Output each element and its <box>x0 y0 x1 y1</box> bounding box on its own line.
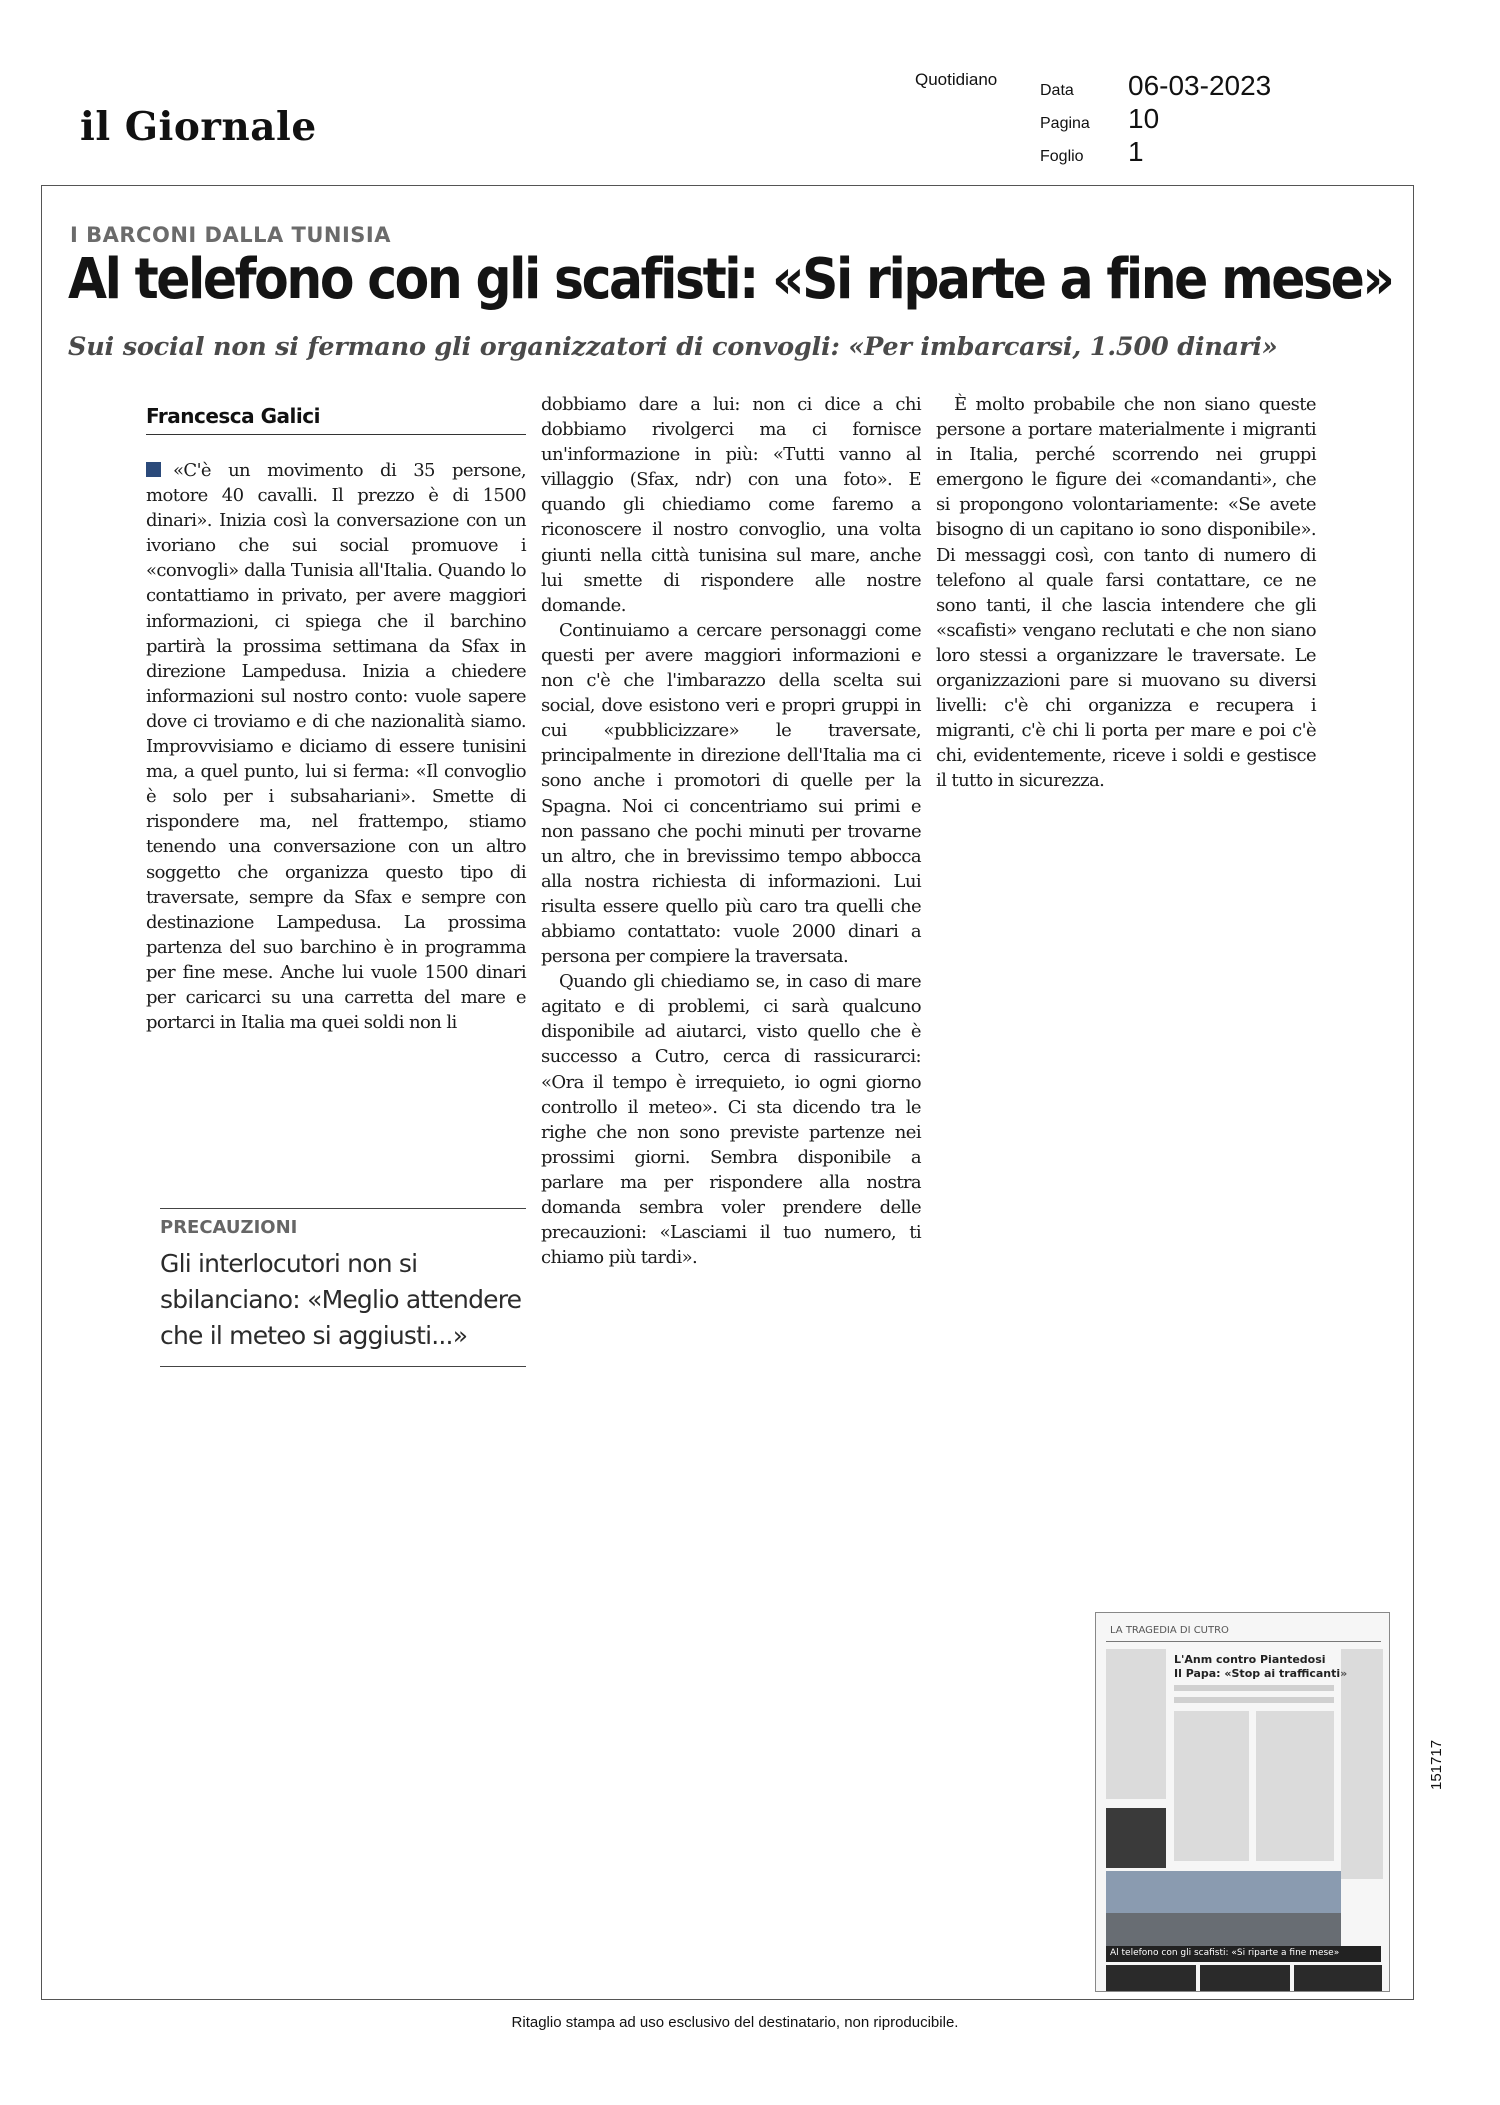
clipping-metadata <box>915 70 1315 170</box>
meta-row-foglio <box>1040 136 1330 168</box>
page-thumbnail <box>1095 1612 1390 1992</box>
meta-row-pagina <box>1040 103 1330 135</box>
pagina-label: Pagina <box>1040 115 1090 132</box>
newspaper-masthead: il Giornale <box>80 104 317 150</box>
article-column-2 <box>541 392 921 1270</box>
pagina-value: 10 <box>1128 103 1160 134</box>
paragraph-5: È molto probabile che non siano queste persone a portare materialmente i migranti in Italia, perché scorrendo nei gruppi emergono le figure dei «comandanti», che si propongono volontariamente: «Se avete bisogno di un capitano io sono disponibile». Di messaggi così, con tanto di numero di telefono al quale farsi contattare, ce ne sono tanti, il che lascia intendere che gli «scafisti» vengano reclutati e che non siano loro stessi a organizzare le traversate. Le organizzazioni pare si muovano su diversi livelli: c'è chi organizza e recupera i migranti, c'è chi li porta per mare e poi c'è chi, evidentemente, riceve i soldi e gestisce il tutto in sicurezza. <box>936 394 1316 792</box>
thumb-text-lines <box>1096 1613 1390 1992</box>
thumb-headline-1: L'Anm contro Piantedosi <box>1174 1653 1326 1666</box>
pull-quote-text: Gli interlocutori non si sbilanciano: «Meglio attendere che il meteo si aggiusti...» <box>160 1246 526 1367</box>
data-label: Data <box>1040 82 1074 99</box>
foglio-label: Foglio <box>1040 148 1084 165</box>
article-byline: Francesca Galici <box>146 404 526 435</box>
footer-disclaimer: Ritaglio stampa ad uso esclusivo del destinatario, non riproducibile. <box>511 2014 959 2031</box>
pull-quote-kicker: PRECAUZIONI <box>160 1217 298 1238</box>
thumb-section: LA TRAGEDIA DI CUTRO <box>1110 1625 1229 1636</box>
thumb-headline-2: Il Papa: «Stop ai trafficanti» <box>1174 1667 1348 1680</box>
data-value: 06-03-2023 <box>1128 70 1272 101</box>
paragraph-1: «C'è un movimento di 35 persone, motore 40 cavalli. Il prezzo è di 1500 dinari». Inizia così la conversazione con un ivoriano che sui social promuove i «convogli» dalla Tunisia all'Italia. Quando lo contattiamo in privato, per avere maggiori informazioni, ci spiega che il barchino partirà la prossima settimana da Sfax in direzione Lampedusa. Inizia a chiedere informazioni sul nostro conto: vuole sapere dove ci troviamo e di che nazionalità siamo. Improvvisiamo e diciamo di essere tunisini ma, a quel punto, lui si ferma: «Il convoglio è solo per i subsahariani». Smette di rispondere ma, nel frattempo, stiamo tenendo una conversazione con un altro soggetto che organizza questo tipo di traversate, sempre da Sfax e sempre con destinazione Lampedusa. La prossima partenza del suo barchino è in programma per fine mese. Anche lui vuole 1500 dinari per caricarci su una carretta del mare e portarci in Italia ma quei soldi non li <box>146 460 526 1034</box>
foglio-value: 1 <box>1128 136 1144 167</box>
meta-row-data <box>1040 70 1330 102</box>
publication-type: Quotidiano <box>915 70 998 89</box>
paragraph-4: Quando gli chiediamo se, in caso di mare agitato e di problemi, ci sarà qualcuno disponibile ad aiutarci, visto quello che è successo a Cutro, cerca di rassicurarci: «Ora il tempo è irrequieto, io ogni giorno controllo il meteo». Ci sta dicendo tra le righe che non sono previste partenze nei prossimi giorni. Sembra disponibile a parlare ma per rispondere alla nostra domanda sembra voler prendere delle precauzioni: «Lasciami il tuo numero, ti chiamo più tardi». <box>541 971 921 1269</box>
article-subhead: Sui social non si fermano gli organizzatori di convogli: «Per imbarcarsi, 1.500 dinari» <box>68 332 1278 362</box>
clipping-code: 151717 <box>1428 1739 1445 1790</box>
lead-square-icon <box>146 462 161 477</box>
paragraph-3: Continuiamo a cercare personaggi come questi per avere maggiori informazioni e non c'è che l'imbarazzo della scelta sui social, dove esistono veri e propri gruppi in cui «pubblicizzare» le traversate, principalmente in direzione dell'Italia ma ci sono anche i promotori di quelle per la Spagna. Noi ci concentriamo sui primi e non passano che pochi minuti per trovarne un altro, che in brevissimo tempo abbocca alla nostra richiesta di informazioni. Lui risulta essere quello più caro tra quelli che abbiamo contattato: vuole 2000 dinari a persona per compiere la traversata. <box>541 619 921 968</box>
thumb-article-headline: Al telefono con gli scafisti: «Si riparte a fine mese» <box>1110 1948 1340 1958</box>
article-column-1 <box>146 458 526 1035</box>
paragraph-2: dobbiamo dare a lui: non ci dice a chi dobbiamo rivolgerci ma ci fornisce un'informazione in più: «Tutti vanno al villaggio (Sfax, ndr) con una foto». E quando gli chiediamo come faremo a riconoscere il nostro convoglio, una volta giunti nella città tunisina sul mare, anche lui smette di rispondere alle nostre domande. <box>541 394 921 616</box>
pull-quote <box>160 1208 526 1367</box>
article-column-3 <box>936 392 1316 794</box>
article-kicker: I BARCONI DALLA TUNISIA <box>70 223 391 247</box>
article-headline: Al telefono con gli scafisti: «Si riparte a fine mese» <box>68 247 1393 312</box>
